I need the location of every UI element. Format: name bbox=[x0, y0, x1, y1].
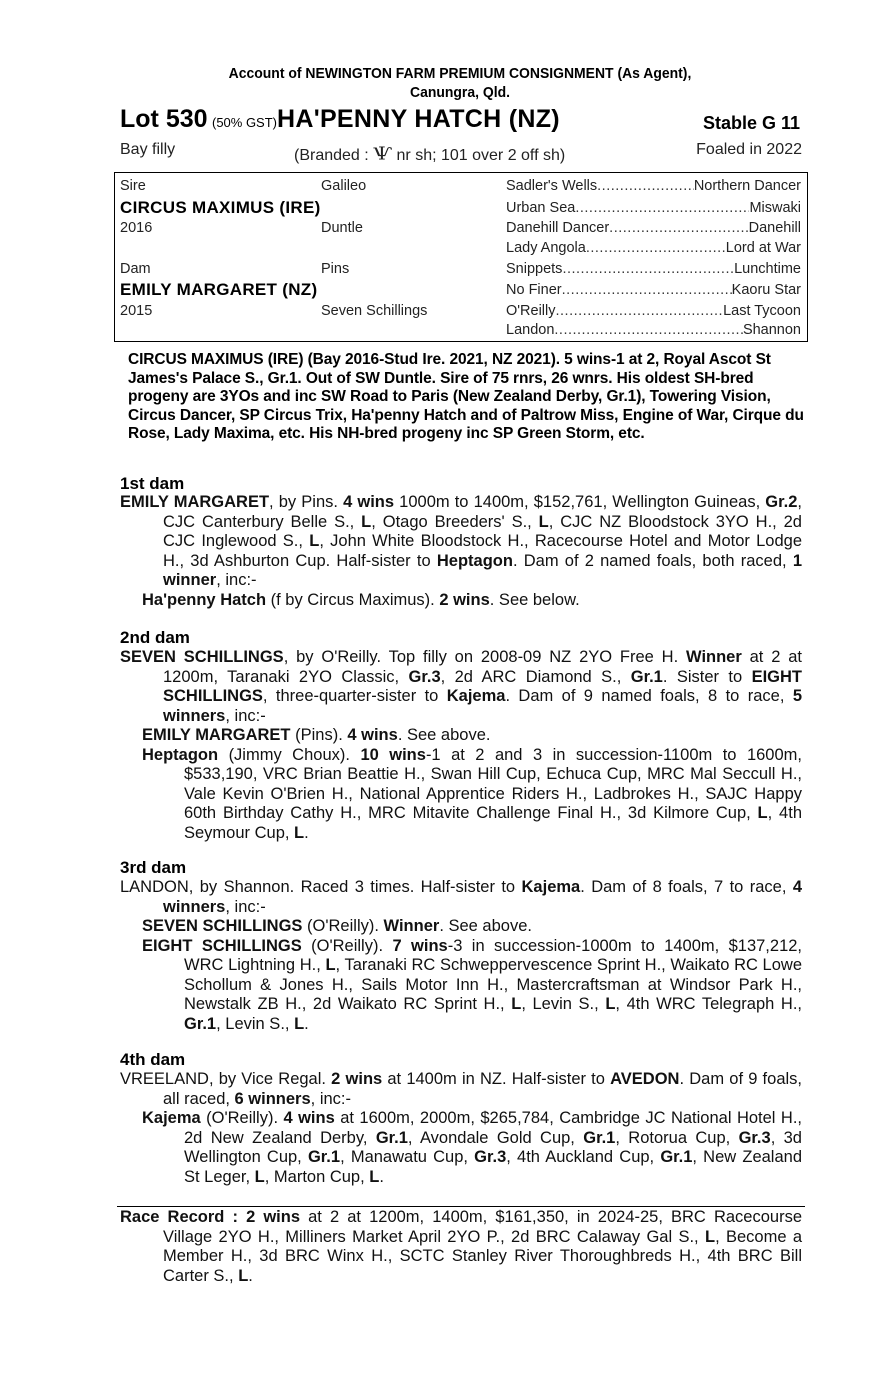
progeny-name: Kajema bbox=[142, 1109, 201, 1127]
group-grade: Gr.1 bbox=[630, 667, 663, 686]
wins: Winner bbox=[383, 917, 440, 935]
text: , CJC Canterbury Belle S., bbox=[163, 493, 802, 531]
text: VREELAND, by Vice Regal. bbox=[120, 1070, 332, 1088]
pedigree-table bbox=[114, 172, 808, 342]
lot-title-line bbox=[120, 105, 810, 139]
wins: 4 wins bbox=[343, 493, 395, 511]
text: at 1400m in NZ. Half-sister to bbox=[382, 1070, 611, 1088]
relative-name: Kajema bbox=[446, 687, 506, 705]
wins: Winner bbox=[686, 648, 742, 666]
dam-name: EMILY MARGARET (NZ) bbox=[120, 280, 318, 299]
text: , New Zealand St Leger, bbox=[184, 1148, 802, 1186]
group-grade: Gr.2 bbox=[765, 493, 798, 511]
ggen-left: Sadler's Wells bbox=[506, 178, 598, 194]
text: , 4th Auckland Cup, bbox=[506, 1148, 661, 1166]
ggen-row bbox=[506, 220, 801, 236]
listed-grade: L bbox=[325, 956, 336, 974]
ggen-right: Lunchtime bbox=[734, 261, 801, 277]
group-grade: Gr.1 bbox=[307, 1148, 341, 1166]
text: at 2 at 1200m, Taranaki 2YO Classic, bbox=[163, 648, 802, 686]
dam-name: SEVEN SCHILLINGS bbox=[120, 648, 284, 666]
ggen-left: O'Reilly bbox=[506, 303, 556, 319]
text: . Sister to bbox=[662, 667, 752, 686]
text: (O'Reilly). bbox=[200, 1109, 284, 1127]
listed-grade: L bbox=[238, 1266, 249, 1285]
progeny-entry bbox=[120, 917, 802, 937]
ggen-row bbox=[506, 200, 801, 216]
listed-grade: L bbox=[254, 1167, 265, 1186]
ggen-row bbox=[506, 261, 801, 277]
consignor-line: Account of NEWINGTON FARM PREMIUM CONSIGNMENT (As Agent), bbox=[228, 65, 692, 82]
listed-grade: L bbox=[704, 1227, 716, 1246]
text: , Levin S., bbox=[216, 1014, 295, 1033]
dam-year: 2015 bbox=[120, 303, 153, 319]
text: . bbox=[304, 1014, 309, 1033]
progeny-name: EIGHT SCHILLINGS bbox=[142, 936, 302, 955]
group-grade: Gr.1 bbox=[184, 1014, 217, 1033]
dam-label: Dam bbox=[120, 261, 151, 277]
foaled-year: Foaled in 2022 bbox=[696, 141, 802, 158]
race-record-label: Race Record : 2 wins bbox=[120, 1208, 301, 1226]
listed-grade: L bbox=[369, 1167, 380, 1186]
text: 1000m to 1400m, $152,761, Wellington Guineas, bbox=[394, 493, 766, 511]
wins: 7 wins bbox=[392, 936, 448, 955]
group-grade: Gr.1 bbox=[583, 1128, 616, 1147]
listed-grade: L bbox=[538, 512, 549, 531]
sire-name: CIRCUS MAXIMUS (IRE) bbox=[120, 198, 321, 217]
text: , 4th Seymour Cup, bbox=[184, 804, 802, 842]
horse-description-line bbox=[120, 141, 802, 164]
listed-grade: L bbox=[757, 804, 768, 822]
ggen-right: Shannon bbox=[742, 322, 801, 338]
wins: 10 wins bbox=[360, 745, 426, 764]
text: , Rotorua Cup, bbox=[615, 1128, 739, 1147]
dam-sire: Pins bbox=[321, 261, 350, 277]
text: -1 at 2 and 3 in succession-1100m to 1600m, $533,190, VRC Brian Beattie H., Swan Hill Cup, Echuca Cup, MRC Mal Seccull H., Vale Kevin O'Brien H., National Apprentice Riders H., Ladbrokes H., SAJC Happy 60th Birthday Cathy H., MRC Mitavite Challenge Final H., 3d Kilmore Cup, bbox=[184, 745, 802, 822]
relative-name: Kajema bbox=[521, 878, 581, 896]
wins: 4 wins bbox=[283, 1109, 335, 1127]
ggen-left: Snippets bbox=[506, 261, 563, 277]
text: (O'Reilly). bbox=[302, 917, 384, 935]
text: . bbox=[304, 823, 309, 842]
text: -3 in succession-1000m to 1400m, $137,212, WRC Lightning H., bbox=[184, 936, 803, 974]
text: . Dam of 8 foals, 7 to race, bbox=[580, 878, 793, 896]
text: . Dam of 9 named foals, 8 to race, bbox=[505, 687, 793, 705]
race-record-paragraph bbox=[120, 1208, 802, 1286]
lot-number: Lot 530 bbox=[120, 105, 208, 133]
relative-name: EIGHT SCHILLINGS bbox=[163, 667, 803, 705]
text: (Jimmy Choux). bbox=[218, 745, 361, 764]
progeny-name: SEVEN SCHILLINGS bbox=[142, 917, 303, 935]
group-grade: Gr.1 bbox=[375, 1128, 408, 1147]
consignor-location: Canungra, Qld. bbox=[409, 84, 510, 101]
brand-description bbox=[294, 141, 565, 165]
text: , inc:- bbox=[216, 571, 257, 589]
text: , Taranaki RC Schweppervescence Sprint H., Waikato RC Lowe Schollum & Jones H., Sails Motor Inn H., Mastercraftsman at Windsor Park H., Newstalk ZB H., 2d Waikato RC Sprint H., bbox=[184, 956, 803, 1013]
text: at 2 at 1200m, 1400m, $161,350, in 2024-25, BRC Racecourse Village 2YO H., Milliners Market April 2YO P., 2d BRC Calaway Gal S., bbox=[163, 1208, 802, 1246]
sire-sire: Galileo bbox=[321, 178, 367, 194]
text: , inc:- bbox=[225, 706, 266, 725]
progeny-name: EMILY MARGARET bbox=[142, 726, 291, 744]
progeny-entry bbox=[120, 746, 802, 844]
text: . See above. bbox=[397, 726, 491, 744]
progeny-entry bbox=[120, 726, 802, 746]
consignor-header bbox=[32, 64, 871, 102]
progeny-name: Ha'penny Hatch bbox=[142, 590, 267, 609]
group-grade: Gr.3 bbox=[408, 667, 441, 686]
text: , 2d ARC Diamond S., bbox=[440, 667, 631, 686]
text: , inc:- bbox=[225, 897, 266, 916]
text: , CJC NZ Bloodstock 3YO H., 2d CJC Inglewood S., bbox=[163, 512, 802, 550]
listed-grade: L bbox=[511, 995, 522, 1013]
winners-count: 4 winners bbox=[163, 878, 803, 916]
ggen-right: Lord at War bbox=[725, 240, 801, 256]
group-grade: Gr.3 bbox=[738, 1128, 771, 1147]
winners-count: 6 winners bbox=[234, 1089, 311, 1108]
relative-name: Heptagon bbox=[436, 551, 513, 570]
second-dam-section bbox=[120, 648, 802, 843]
text: , Avondale Gold Cup, bbox=[407, 1128, 584, 1147]
listed-grade: L bbox=[605, 995, 616, 1013]
text: . See below. bbox=[489, 590, 580, 609]
sire-label: Sire bbox=[120, 178, 146, 194]
race-record-divider bbox=[117, 1206, 805, 1207]
brand-suffix: nr sh; 101 over 2 off sh) bbox=[396, 147, 566, 164]
text: , Become a Member H., 3d BRC Winx H., SCTC Stanley River Thoroughbreds H., 4th BRC Bill Carter S., bbox=[163, 1227, 803, 1285]
text: , 3d Wellington Cup, bbox=[184, 1128, 802, 1166]
text: , Levin S., bbox=[521, 995, 606, 1013]
text: , by Pins. bbox=[269, 493, 344, 511]
text: , three-quarter-sister to bbox=[262, 687, 447, 705]
third-dam-paragraph bbox=[120, 878, 802, 917]
text: at 1600m, 2000m, $265,784, Cambridge JC National Hotel H., 2d New Zealand Derby, bbox=[184, 1109, 802, 1147]
winners-count: 1 winner bbox=[163, 551, 802, 589]
wins: 2 wins bbox=[439, 590, 490, 609]
second-dam-paragraph bbox=[120, 648, 802, 726]
sex-colour: Bay filly bbox=[120, 141, 176, 158]
ggen-right: Kaoru Star bbox=[731, 282, 801, 298]
dam-dam: Seven Schillings bbox=[321, 303, 428, 319]
group-grade: Gr.1 bbox=[660, 1148, 693, 1166]
sire-summary: CIRCUS MAXIMUS (IRE) (Bay 2016-Stud Ire. 2021, NZ 2021). 5 wins-1 at 2, Royal Ascot St James's Palace S., Gr.1. Out of SW Duntle. Sire of 75 rnrs, 26 wnrs. His oldest SH-bred progeny are 3YOs and inc SW Road to Paris (New Zealand Derby, Gr.1), Towering Vision, Circus Dancer, SP Circus Trix, Ha'penny Hatch and of Paltrow Miss, Engine of War, Cirque du Rose, Lady Maxima, etc. His NH-bred progeny inc SP Green Storm, etc. bbox=[128, 351, 804, 442]
wins: 4 wins bbox=[347, 726, 398, 744]
brand-mark-icon: Ѱ bbox=[373, 142, 393, 164]
text: , Marton Cup, bbox=[264, 1167, 370, 1186]
text: , by O'Reilly. Top filly on 2008-09 NZ 2YO Free H. bbox=[283, 648, 687, 666]
text: (f by Circus Maximus). bbox=[266, 590, 440, 609]
progeny-entry bbox=[120, 937, 802, 1035]
sire-year: 2016 bbox=[120, 220, 153, 236]
ggen-row bbox=[506, 282, 801, 298]
ggen-row bbox=[506, 322, 801, 338]
ggen-left: No Finer bbox=[506, 282, 562, 298]
text: , Otago Breeders' S., bbox=[371, 512, 539, 531]
brand-prefix: (Branded : bbox=[294, 147, 369, 164]
listed-grade: L bbox=[361, 512, 372, 531]
text: . See above. bbox=[439, 917, 532, 935]
listed-grade: L bbox=[294, 823, 305, 842]
text: . Dam of 9 foals, all raced, bbox=[163, 1070, 802, 1108]
ggen-left: Urban Sea bbox=[506, 200, 576, 216]
sire-dam: Duntle bbox=[321, 220, 363, 236]
horse-name: HA'PENNY HATCH (NZ) bbox=[277, 105, 560, 133]
text: . Dam of 2 named foals, both raced, bbox=[512, 551, 793, 570]
ggen-left: Lady Angola bbox=[506, 240, 586, 256]
ggen-left: Danehill Dancer bbox=[506, 220, 610, 236]
relative-name: AVEDON bbox=[610, 1070, 680, 1088]
ggen-right: Last Tycoon bbox=[723, 303, 801, 319]
listed-grade: L bbox=[294, 1014, 305, 1033]
text: (Pins). bbox=[290, 726, 348, 744]
dam-name: EMILY MARGARET bbox=[120, 493, 270, 511]
fourth-dam-paragraph bbox=[120, 1070, 802, 1109]
group-grade: Gr.3 bbox=[474, 1148, 507, 1166]
winners-count: 5 winners bbox=[163, 687, 802, 725]
first-dam-section bbox=[120, 493, 802, 610]
gst-note: (50% GST) bbox=[211, 115, 277, 130]
ggen-right: Danehill bbox=[748, 220, 801, 236]
text: . bbox=[379, 1167, 384, 1186]
progeny-entry bbox=[120, 1109, 802, 1187]
text: , inc:- bbox=[310, 1089, 352, 1108]
progeny-name: Heptagon bbox=[142, 745, 219, 764]
fourth-dam-heading: 4th dam bbox=[120, 1050, 186, 1069]
third-dam-heading: 3rd dam bbox=[120, 858, 187, 877]
ggen-row bbox=[506, 178, 801, 194]
text: LANDON, by Shannon. Raced 3 times. Half-sister to bbox=[120, 878, 522, 896]
race-record-section bbox=[120, 1208, 802, 1286]
text: , 4th WRC Telegraph H., bbox=[615, 995, 802, 1013]
text: , Manawatu Cup, bbox=[340, 1148, 475, 1166]
first-dam-heading: 1st dam bbox=[120, 474, 185, 493]
listed-grade: L bbox=[309, 532, 320, 550]
fourth-dam-section bbox=[120, 1070, 802, 1187]
ggen-row bbox=[506, 240, 801, 256]
text: . bbox=[248, 1266, 253, 1285]
ggen-right: Northern Dancer bbox=[693, 178, 801, 194]
stable-number: Stable G 11 bbox=[702, 113, 800, 133]
wins: 2 wins bbox=[331, 1070, 383, 1088]
ggen-right: Miswaki bbox=[749, 200, 801, 216]
first-dam-paragraph bbox=[120, 493, 802, 591]
text: (O'Reilly). bbox=[301, 936, 393, 955]
progeny-entry bbox=[120, 591, 802, 611]
text: , John White Bloodstock H., Racecourse Hotel and Motor Lodge H., 3d Ashburton Cup. Half-sister to bbox=[163, 532, 802, 570]
ggen-row bbox=[506, 303, 801, 319]
ggen-left: Landon bbox=[506, 322, 555, 338]
second-dam-heading: 2nd dam bbox=[120, 628, 190, 647]
third-dam-section bbox=[120, 878, 802, 1034]
